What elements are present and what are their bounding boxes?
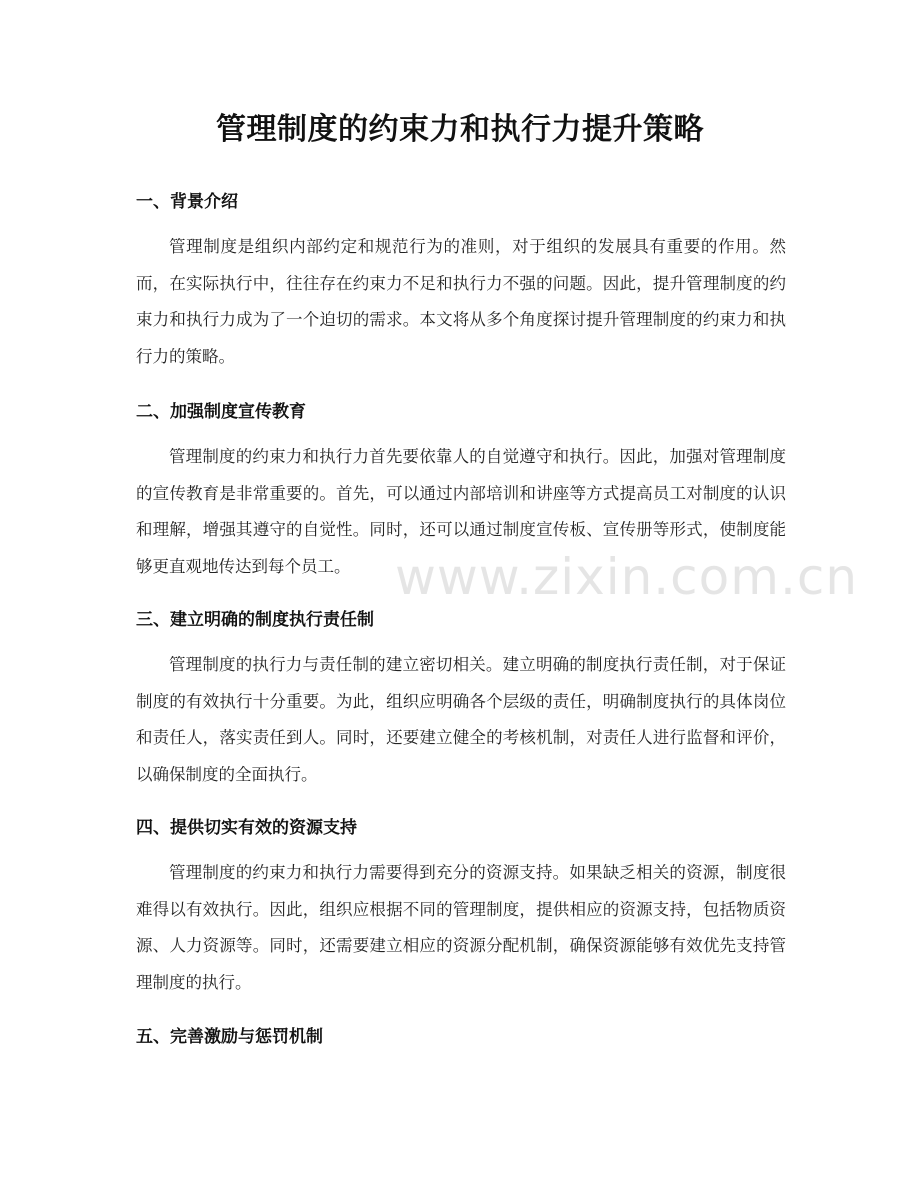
document-title: 管理制度的约束力和执行力提升策略	[216, 112, 704, 147]
section-heading-education: 二、加强制度宣传教育	[136, 402, 306, 422]
section-paragraph-background: 管理制度是组织内部约定和规范行为的准则，对于组织的发展具有重要的作用。然而，在实际执行中，往往存在约束力不足和执行力不强的问题。因此，提升管理制度的约束力和执行力成为了一个迫切的需求。本文将从多个角度探讨提升管理制度的约束力和执行力的策略。	[136, 237, 786, 366]
section-paragraph-responsibility: 管理制度的执行力与责任制的建立密切相关。建立明确的制度执行责任制，对于保证制度的有效执行十分重要。为此，组织应明确各个层级的责任，明确制度执行的具体岗位和责任人，落实责任到人。同时，还要建立健全的考核机制，对责任人进行监督和评价，以确保制度的全面执行。	[136, 655, 786, 784]
section-heading-resources: 四、提供切实有效的资源支持	[136, 818, 357, 838]
section-heading-incentives: 五、完善激励与惩罚机制	[136, 1027, 323, 1047]
section-heading-background: 一、背景介绍	[136, 192, 238, 212]
watermark: www.zixin.com.cn	[395, 548, 859, 606]
section-paragraph-resources: 管理制度的约束力和执行力需要得到充分的资源支持。如果缺乏相关的资源，制度很难得以有效执行。因此，组织应根据不同的管理制度，提供相应的资源支持，包括物质资源、人力资源等。同时，还需要建立相应的资源分配机制，确保资源能够有效优先支持管理制度的执行。	[136, 863, 786, 992]
section-heading-responsibility: 三、建立明确的制度执行责任制	[136, 610, 374, 630]
section-paragraph-education: 管理制度的约束力和执行力首先要依靠人的自觉遵守和执行。因此，加强对管理制度的宣传教育是非常重要的。首先，可以通过内部培训和讲座等方式提高员工对制度的认识和理解，增强其遵守的自觉性。同时，还可以通过制度宣传板、宣传册等形式，使制度能够更直观地传达到每个员工。	[136, 447, 786, 576]
